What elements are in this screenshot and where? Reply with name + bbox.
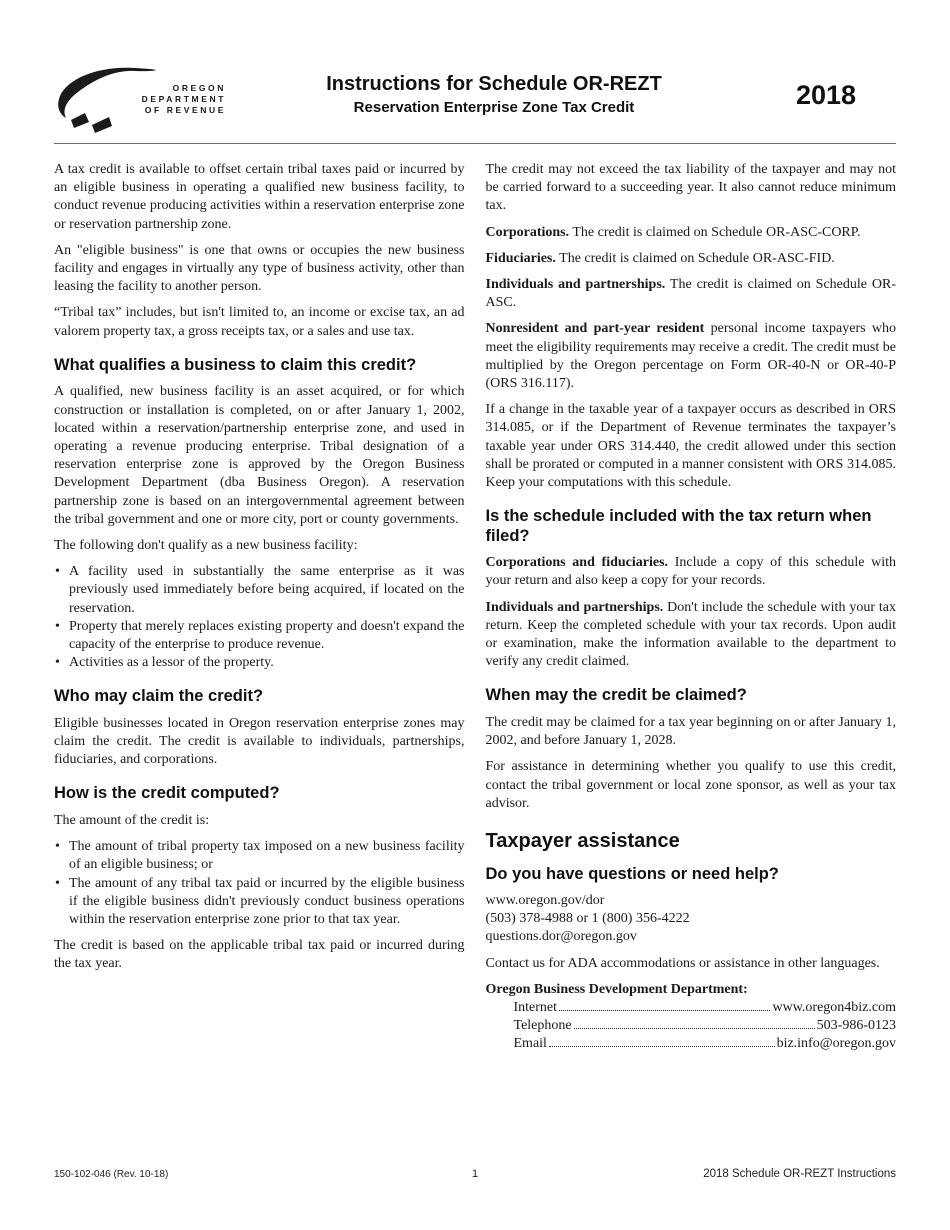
paragraph-credit-basis: The credit is based on the applicable tribal tax paid or incurred during the tax year. [54, 938, 465, 972]
paragraph-ada: Contact us for ADA accommodations or assistance in other languages. [485, 955, 880, 971]
leader-label: Internet [513, 1000, 558, 1015]
contact-info [486, 892, 897, 947]
page-subtitle: Reservation Enterprise Zone Tax Credit [353, 99, 635, 116]
heading-how-computed: How is the credit computed? [54, 784, 280, 803]
page-header [54, 66, 896, 134]
list-item: • The amount of tribal property tax imposed on a new business facility of an eligible business; or [54, 838, 465, 874]
paragraph-fiduciaries [486, 250, 897, 268]
paragraph-rest: personal income taxpayers who meet the eligibility requirements may receive a credit. The credit must be multiplied by the Oregon percentage on Form OR-40-N or OR-40-P (ORS 316.117). [485, 321, 896, 392]
list-item: • Activities as a lessor of the property. [54, 654, 465, 672]
obdd-telephone-row [514, 1017, 897, 1035]
paragraph-qualified-facility: A qualified, new business facility is an asset acquired, or for which construction or installation is completed, on or after January 1, 2002, located within a reservation/partnership enterprise zone, and used in operating a revenue producing enterprise. Tribal designation of a reservation enterprise zone is approved by the Oregon Business Development Department (dba Business Oregon). A reservation partnership zone is based on an intergovernmental agreement between the tribal government and one or more city, port or county governments. [54, 384, 465, 527]
logo-text-line3: OF REVENUE [144, 105, 226, 115]
dotted-leader [574, 1028, 815, 1029]
leader-label: Telephone [513, 1018, 572, 1034]
heading-questions-help: Do you have questions or need help? [485, 864, 779, 883]
paragraph-lead: Individuals and partnerships. [485, 277, 666, 293]
paragraph-lead: Fiduciaries. [485, 250, 556, 266]
paragraph-corp-fid-filing [486, 554, 897, 590]
dotted-leader [559, 1010, 770, 1011]
paragraph-claim-period: The credit may be claimed for a tax year beginning on or after January 1, 2002, and before January 1, 2028. [485, 714, 896, 749]
paragraph-rest: The credit is claimed on Schedule OR-ASC-CORP. [569, 224, 861, 240]
leader-value: 503-986-0123 [816, 1018, 896, 1034]
heading-what-qualifies: What qualifies a business to claim this credit? [54, 355, 417, 374]
paragraph-rest: Include a copy of this schedule with your return and also keep a copy for your records. [485, 555, 896, 589]
paragraph-corporations [486, 224, 897, 242]
heading-taxpayer-assistance: Taxpayer assistance [485, 829, 680, 852]
paragraph-lead: Nonresident and part-year resident [485, 321, 705, 337]
paragraph-individuals [486, 276, 897, 312]
heading-schedule-included: Is the schedule included with the tax return when filed? [485, 507, 872, 545]
paragraph-rest: Don't include the schedule with your tax return. Keep the completed schedule with your tax records. Upon audit or examination, make the information available to the department to verify any credit claimed. [485, 599, 896, 670]
non-qualifying-list [54, 563, 465, 672]
obdd-email-row [514, 1035, 897, 1053]
paragraph-rest: The credit is claimed on Schedule OR-ASC-FID. [555, 250, 835, 266]
paragraph-eligible-business: An "eligible business" is one that owns or occupies the new business facility and engages in virtually any type of business activity, other than leasing the facility to another person. [54, 242, 465, 295]
paragraph-who-may-claim: Eligible businesses located in Oregon reservation enterprise zones may claim the credit. The credit is available to individuals, partnerships, fiduciaries, and corporations. [54, 715, 465, 768]
paragraph-lead: Corporations. [485, 224, 570, 240]
list-item: • Property that merely replaces existing property and doesn't expand the capacity of the enterprise to produce revenue. [54, 618, 465, 654]
dor-phone-numbers: (503) 378-4988 or 1 (800) 356-4222 [485, 911, 690, 927]
paragraph-nonresident [486, 320, 897, 393]
paragraph-taxable-year-change: If a change in the taxable year of a taxpayer occurs as described in ORS 314.085, or if the Department of Revenue terminates the taxpayer’s taxable year under ORS 314.440, the credit allowed under this section shall be prorated or computed in a manner consistent with ORS 314.085. Keep your computations with this schedule. [485, 402, 896, 491]
list-item: • A facility used in substantially the same enterprise as it was previously used immediately before being acquired, if located on the reservation. [54, 563, 465, 618]
paragraph-intro: A tax credit is available to offset certain tribal taxes paid or incurred by an eligible business in operating a qualified new business facility, to conduct revenue producing activities within a reservation enterprise zone or reservation partnership zone. [54, 162, 465, 232]
leader-value: biz.info@oregon.gov [776, 1036, 896, 1052]
title-block [232, 66, 756, 116]
list-item: • The amount of any tribal tax paid or incurred by the eligible business if the eligible business didn't previously conduct business operations within the reservation enterprise zone prior to that tax year. [54, 875, 465, 930]
paragraph-tribal-tax: “Tribal tax” includes, but isn't limited to, an income or excise tax, an ad valorem property tax, a gross receipts tax, or a sales and use tax. [54, 305, 465, 339]
heading-who-may-claim: Who may claim the credit? [54, 687, 264, 706]
page-title: Instructions for Schedule OR-REZT [326, 73, 662, 95]
tax-year: 2018 [795, 80, 857, 110]
oregon-dor-logo [54, 66, 232, 134]
page-number: 1 [471, 1168, 479, 1180]
paragraph-credit-limit: The credit may not exceed the tax liability of the taxpayer and may not be carried forward to a succeeding year. It also cannot reduce minimum tax. [485, 162, 896, 214]
document-body [54, 161, 896, 1054]
heading-when-claimed: When may the credit be claimed? [485, 686, 747, 705]
credit-amount-list [54, 838, 465, 929]
obdd-heading: Oregon Business Development Department: [485, 981, 748, 997]
left-column [54, 161, 465, 1054]
paragraph-credit-amount: The amount of the credit is: [54, 812, 210, 828]
logo-text-line1: OREGON [172, 83, 226, 93]
header-divider [54, 143, 896, 144]
footer-document-title: 2018 Schedule OR-REZT Instructions [703, 1168, 897, 1180]
logo-wordmark [142, 83, 226, 116]
paragraph-ind-part-filing [486, 599, 897, 672]
dor-website: www.oregon.gov/dor [485, 892, 605, 908]
paragraph-rest: The credit is claimed on Schedule OR-ASC. [485, 277, 896, 311]
form-number: 150-102-046 (Rev. 10-18) [54, 1169, 169, 1180]
paragraph-lead: Individuals and partnerships. [485, 599, 664, 615]
page-footer [54, 1168, 896, 1180]
leader-value: www.oregon4biz.com [772, 1000, 896, 1015]
leader-label: Email [513, 1036, 547, 1052]
paragraph-assistance: For assistance in determining whether you qualify to use this credit, contact the tribal government or local zone sponsor, as well as your tax advisor. [485, 759, 896, 811]
paragraph-lead: Corporations and fiduciaries. [485, 555, 669, 571]
dor-email: questions.dor@oregon.gov [485, 929, 637, 945]
dotted-leader [549, 1046, 775, 1047]
paragraph-dont-qualify: The following don't qualify as a new business facility: [54, 537, 358, 553]
logo-text-line2: DEPARTMENT [141, 94, 226, 104]
obdd-internet-row [514, 999, 897, 1017]
right-column [486, 161, 897, 1054]
